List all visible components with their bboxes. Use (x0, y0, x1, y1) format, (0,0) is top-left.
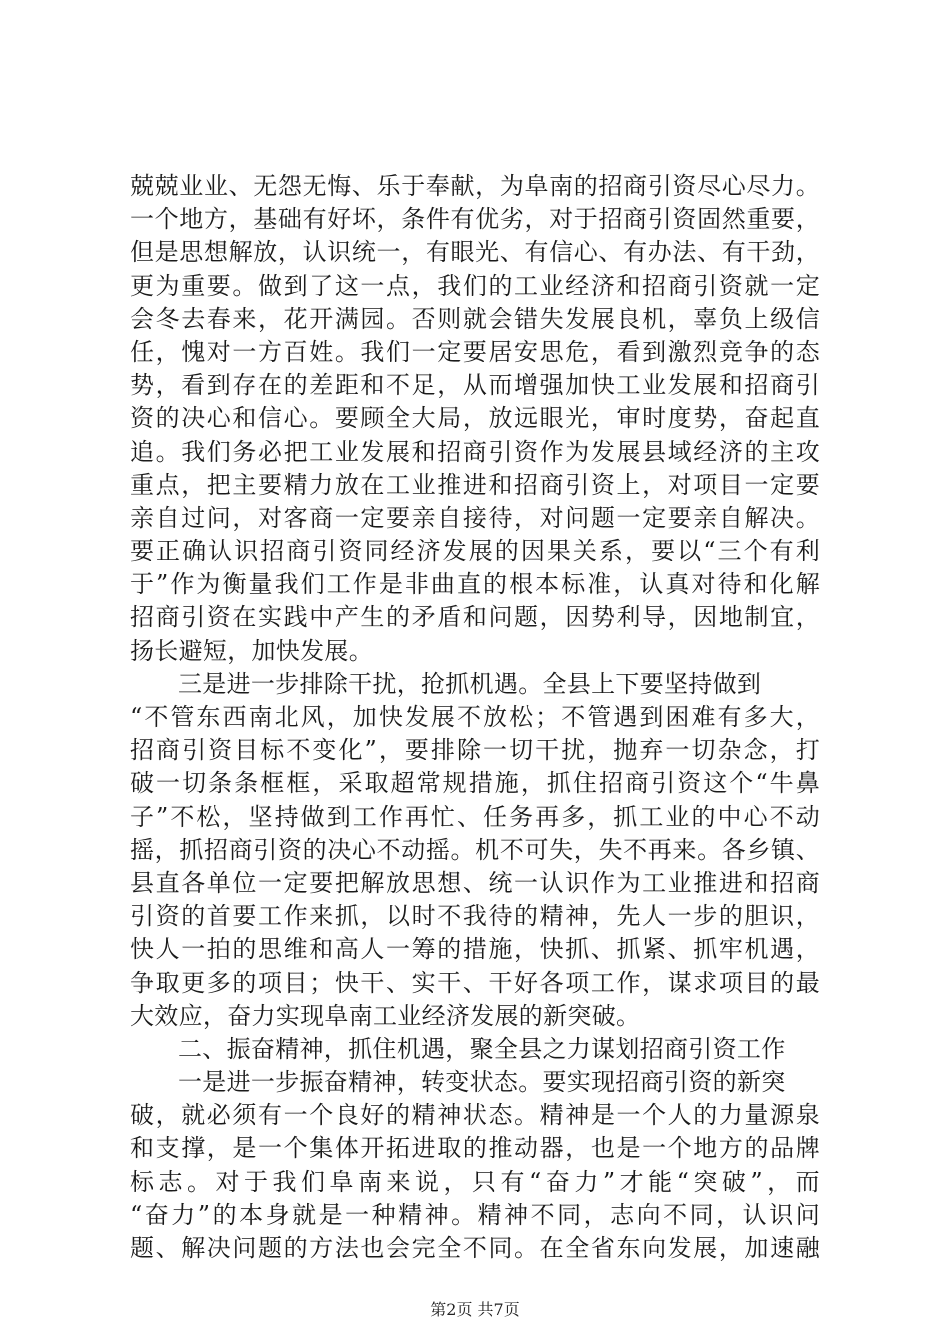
text-line: 追。我们务必把工业发展和招商引资作为发展县域经济的主攻 (130, 437, 820, 466)
text-line: 势，看到存在的差距和不足，从而增强加快工业发展和招商引 (130, 371, 820, 400)
text-line: 引资的首要工作来抓，以时不我待的精神，先人一步的胆识， (130, 902, 820, 931)
text-line: 破，就必须有一个良好的精神状态。精神是一个人的力量源泉 (130, 1101, 820, 1130)
text-line: 亲自过问，对客商一定要亲自接待，对问题一定要亲自解决。 (130, 503, 820, 532)
text-line: 摇，抓招商引资的决心不动摇。机不可失，失不再来。各乡镇、 (130, 835, 820, 864)
document-body (130, 170, 820, 1265)
text-line: 招商引资在实践中产生的矛盾和问题，因势利导，因地制宜， (130, 603, 820, 632)
text-line: 题、解决问题的方法也会完全不同。在全省东向发展，加速融 (130, 1234, 820, 1262)
text-line: 大效应，奋力实现阜南工业经济发展的新突破。 (130, 1001, 641, 1030)
text-line: 一个地方，基础有好坏，条件有优劣，对于招商引资固然重要， (130, 205, 820, 234)
text-line: “奋力”的本身就是一种精神。精神不同，志向不同，认识问 (130, 1200, 820, 1229)
text-line: 兢兢业业、无怨无悔、乐于奉献，为阜南的招商引资尽心尽力。 (130, 172, 820, 200)
text-line: 资的决心和信心。要顾全大局，放远眼光，审时度势，奋起直 (130, 404, 820, 433)
text-line: 招商引资目标不变化”，要排除一切干扰，抛弃一切杂念，打 (130, 736, 820, 765)
text-line: 破一切条条框框，采取超常规措施，抓住招商引资这个“牛鼻 (130, 769, 820, 798)
text-line: 争取更多的项目；快干、实干、干好各项工作，谋求项目的最 (130, 968, 820, 997)
text-line: 三是进一步排除干扰，抢抓机遇。全县上下要坚持做到 (178, 669, 762, 698)
text-line: 更为重要。做到了这一点，我们的工业经济和招商引资就一定 (130, 271, 820, 300)
text-line: 子”不松，坚持做到工作再忙、任务再多，抓工业的中心不动 (130, 802, 820, 831)
text-line: “不管东西南北风，加快发展不放松；不管遇到困难有多大， (130, 703, 820, 731)
text-line: 扬长避短，加快发展。 (130, 636, 373, 665)
text-line: 一是进一步振奋精神，转变状态。要实现招商引资的新突 (178, 1068, 786, 1097)
text-line: 但是思想解放，认识统一，有眼光、有信心、有办法、有干劲， (130, 238, 820, 267)
text-line: 于”作为衡量我们工作是非曲直的根本标准，认真对待和化解 (130, 570, 820, 599)
page-footer: 第2页 共7页 (430, 1300, 520, 1319)
text-line: 会冬去春来，花开满园。否则就会错失发展良机，辜负上级信 (130, 304, 820, 333)
text-line: 任，愧对一方百姓。我们一定要居安思危，看到激烈竞争的态 (130, 337, 820, 366)
text-line: 重点，把主要精力放在工业推进和招商引资上，对项目一定要 (130, 470, 820, 499)
text-line: 要正确认识招商引资同经济发展的因果关系，要以“三个有利 (130, 537, 820, 566)
text-line: 和支撑，是一个集体开拓进取的推动器，也是一个地方的品牌 (130, 1134, 820, 1163)
text-line: 县直各单位一定要把解放思想、统一认识作为工业推进和招商 (130, 868, 820, 897)
text-line: 二、振奋精神，抓住机遇，聚全县之力谋划招商引资工作 (178, 1034, 786, 1063)
text-line: 标志。对于我们阜南来说，只有“奋力”才能“突破”，而 (130, 1167, 820, 1196)
text-line: 快人一拍的思维和高人一筹的措施，快抓、抓紧、抓牢机遇， (130, 935, 820, 964)
